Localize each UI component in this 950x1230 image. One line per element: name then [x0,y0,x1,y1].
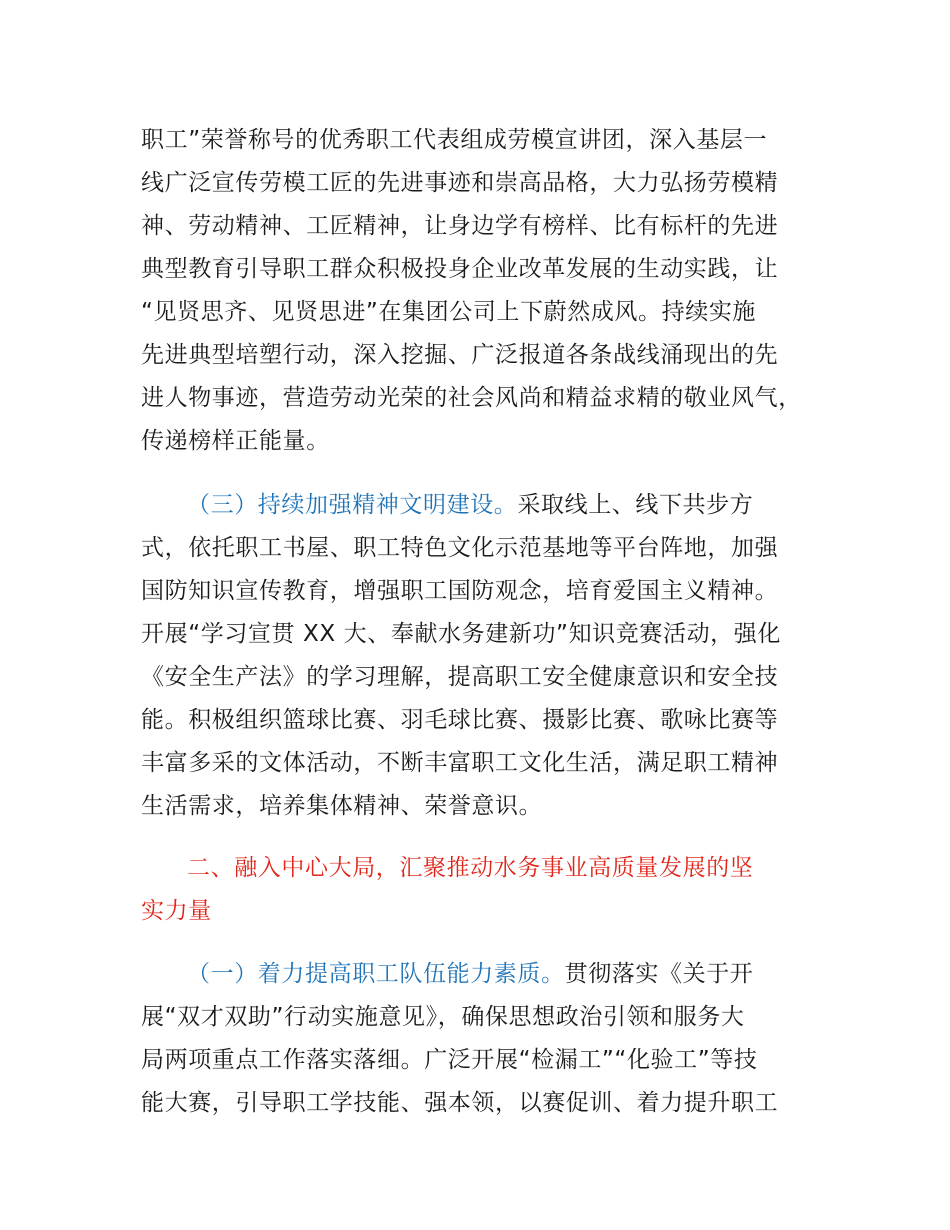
paragraph-line: 展“双才双助”行动实施意见》，确保思想政治引领和服务大 [141,1004,745,1030]
part-heading-line: 二、融入中心大局，汇聚推动水务事业高质量发展的坚 [187,855,754,881]
paragraph-line: 国防知识宣传教育，增强职工国防观念，培育爱国主义精神。 [141,578,779,604]
paragraph-line: 能大赛，引导职工学技能、强本领，以赛促训、着力提升职工 [141,1090,779,1116]
section-text: 采取线上、线下共步方 [517,492,754,518]
paragraph-line: 开展“学习宣贯 XX 大、奉献水务建新功”知识竞赛活动，强化 [141,621,781,647]
section-first-line [187,490,753,520]
section-text: 贯彻落实《关于开 [564,961,754,987]
paragraph-line: 丰富多采的文体活动，不断丰富职工文化生活，满足职工精神 [141,750,779,776]
paragraph-line: 能。积极组织篮球比赛、羽毛球比赛、摄影比赛、歌咏比赛等 [141,707,779,733]
paragraph-line: 先进典型培塑行动，深入挖掘、广泛报道各条战线涌现出的先 [141,342,779,368]
paragraph-line: 典型教育引导职工群众积极投身企业改革发展的生动实践，让 [141,256,779,282]
paragraph-line: 职工”荣誉称号的优秀职工代表组成劳模宣讲团，深入基层一 [141,127,768,153]
paragraph-line: “见贤思齐、见贤思进”在集团公司上下蔚然成风。持续实施 [141,299,757,325]
paragraph-line: 《安全生产法》的学习理解，提高职工安全健康意识和安全技 [141,664,779,690]
part-heading-line: 实力量 [141,898,212,924]
section-heading: （三）持续加强精神文明建设。 [187,492,518,518]
section-first-line [187,959,753,989]
paragraph-line: 进人物事迹，营造劳动光荣的社会风尚和精益求精的敬业风气， [141,385,802,411]
paragraph-line: 神、劳动精神、工匠精神，让身边学有榜样、比有标杆的先进 [141,213,779,239]
section-heading: （一）着力提高职工队伍能力素质。 [187,961,565,987]
paragraph-line: 局两项重点工作落实落细。广泛开展“检漏工”“化验工”等技 [141,1047,758,1073]
paragraph-line: 式，依托职工书屋、职工特色文化示范基地等平台阵地，加强 [141,535,779,561]
paragraph-line: 线广泛宣传劳模工匠的先进事迹和崇高品格，大力弘扬劳模精 [141,170,779,196]
paragraph-line: 传递榜样正能量。 [141,428,330,454]
paragraph-line: 生活需求，培养集体精神、荣誉意识。 [141,793,543,819]
